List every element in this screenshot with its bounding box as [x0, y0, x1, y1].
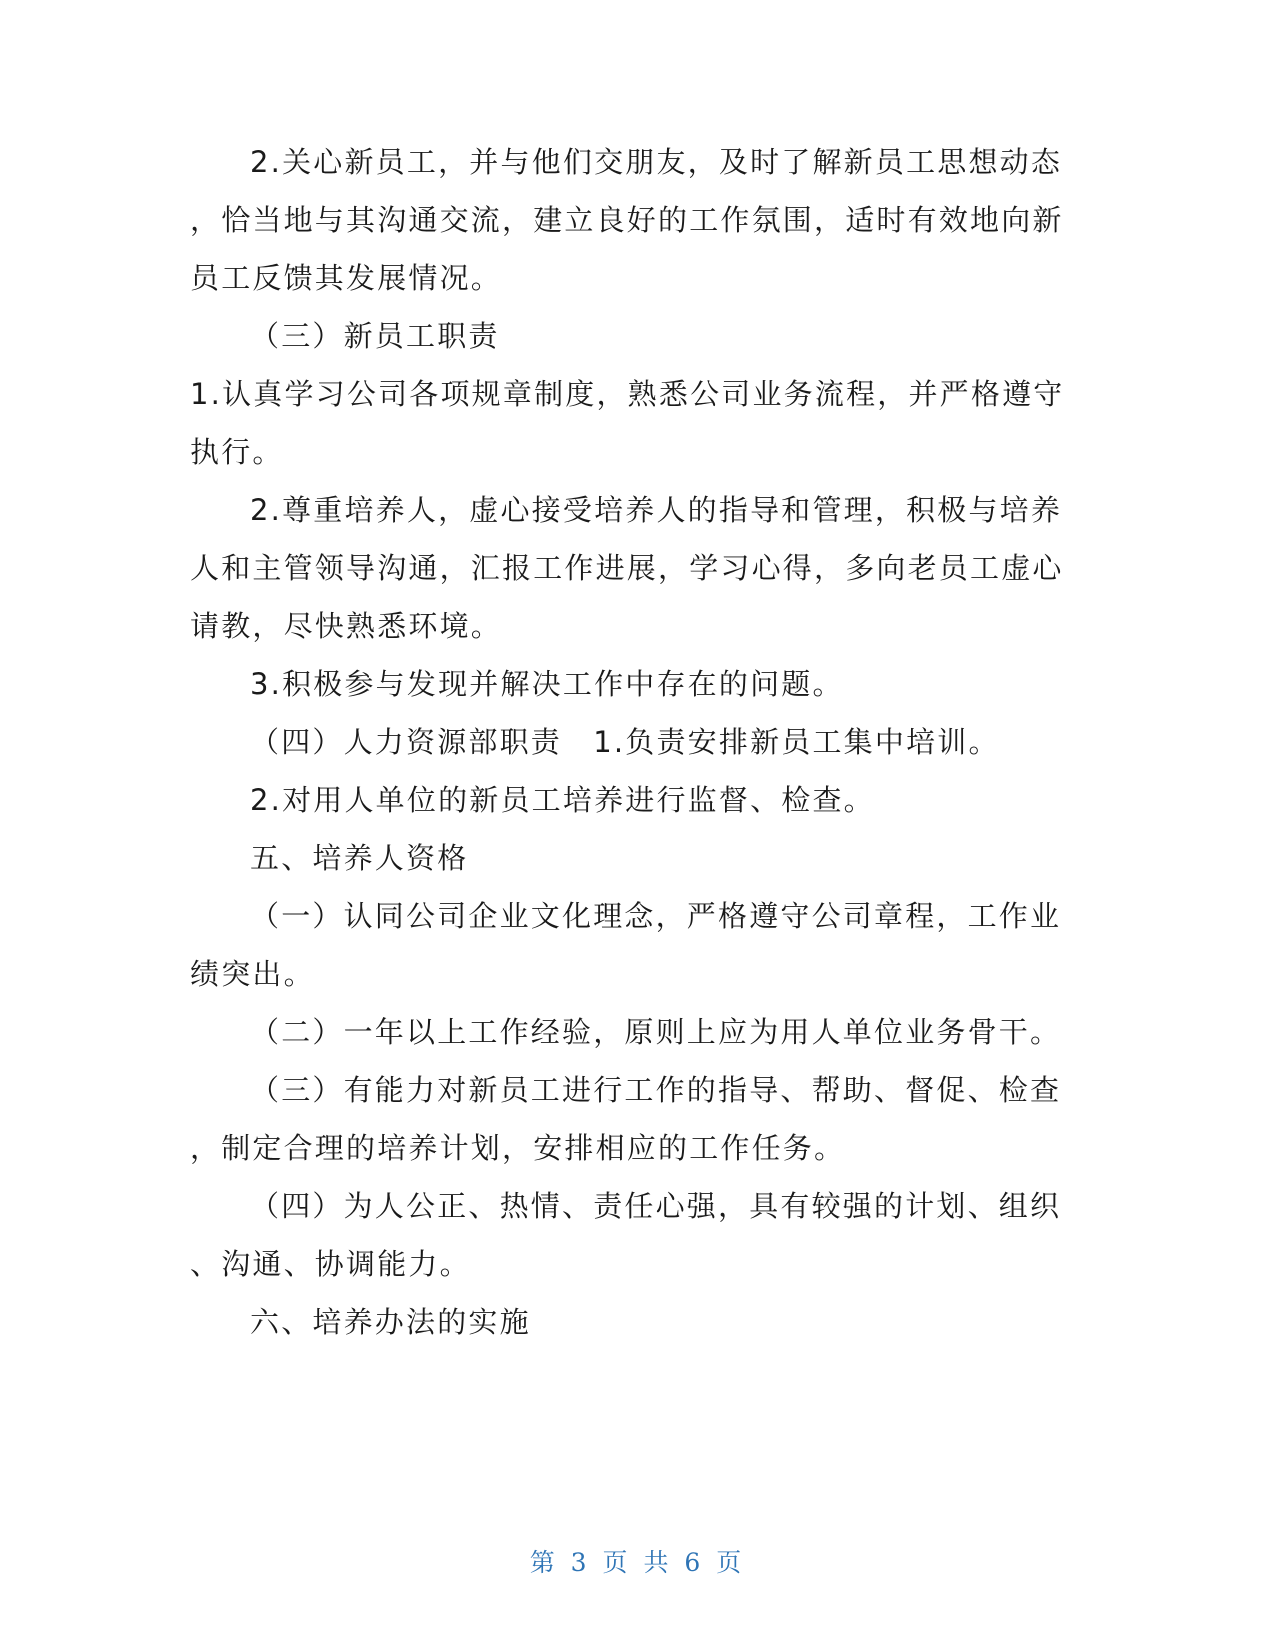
paragraph-line: （三）有能力对新员工进行工作的指导、帮助、督促、检查 [250, 1073, 1062, 1107]
section-heading: （四）人力资源部职责 1.负责安排新员工集中培训。 [250, 725, 1000, 759]
paragraph-line: ，恰当地与其沟通交流，建立良好的工作氛围，适时有效地向新 [190, 203, 1064, 237]
paragraph-line: 、沟通、协调能力。 [190, 1247, 471, 1281]
paragraph-line: 1.认真学习公司各项规章制度，熟悉公司业务流程，并严格遵守 [190, 377, 1065, 411]
paragraph-line: 人和主管领导沟通，汇报工作进展，学习心得，多向老员工虚心 [190, 551, 1064, 585]
paragraph-line: 请教，尽快熟悉环境。 [190, 609, 503, 643]
paragraph-line: （一）认同公司企业文化理念，严格遵守公司章程，工作业 [250, 899, 1062, 933]
page-number-footer: 第 3 页 共 6 页 [529, 1548, 746, 1577]
paragraph-line: 2.尊重培养人，虚心接受培养人的指导和管理，积极与培养 [250, 493, 1063, 527]
paragraph-line: 绩突出。 [190, 957, 315, 991]
paragraph-line: （四）为人公正、热情、责任心强，具有较强的计划、组织 [250, 1189, 1062, 1223]
section-heading: 五、培养人资格 [250, 841, 469, 875]
paragraph-line: 执行。 [190, 435, 284, 469]
paragraph-line: （二）一年以上工作经验，原则上应为用人单位业务骨干。 [250, 1015, 1062, 1049]
paragraph-line: 3.积极参与发现并解决工作中存在的问题。 [250, 667, 844, 701]
paragraph-line: 2.对用人单位的新员工培养进行监督、检查。 [250, 783, 875, 817]
section-heading: 六、培养办法的实施 [250, 1305, 531, 1339]
section-heading: （三）新员工职责 [250, 319, 500, 353]
paragraph-line: 2.关心新员工，并与他们交朋友，及时了解新员工思想动态 [250, 145, 1063, 179]
paragraph-line: 员工反馈其发展情况。 [190, 261, 503, 295]
paragraph-line: ，制定合理的培养计划，安排相应的工作任务。 [190, 1131, 846, 1165]
